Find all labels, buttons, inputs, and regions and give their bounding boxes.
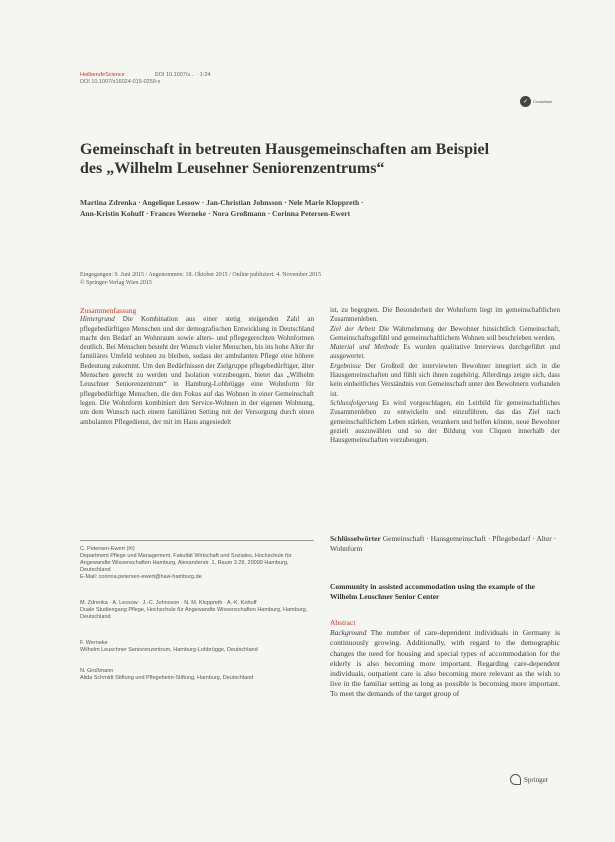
paragraph-text: Der Großteil der interviewten Bewohner integriert sich in die Hausgemeinschaften und fühlt sich ihnen zugehörig. Allerdings zeigte sich, dass kein einheitliches Verständnis von Gemeinschaft unter den Bewohnern vorhanden ist. (330, 361, 560, 398)
crossmark-label: CrossMark (533, 99, 553, 104)
publication-dates: Eingegangen: 9. Juni 2015 / Angenommen: 18. Oktober 2015 / Online publiziert: 4. November 2015 © Springer-Verlag Wien 2015 (80, 272, 322, 286)
paragraph-label: Ziel der Arbeit (330, 324, 376, 333)
abstract-english (330, 618, 560, 700)
paragraph-text: Es wird vorgeschlagen, ein Leitbild für gemeinschaftliches Zusammenleben zu entwickeln und einzuführen, das das Ziel nach gemeinschaftlichem Leben stärken, verankern und helfen könnte, neue Bewohner gezielt auszuwählen und so der Bildung von Cliquen innerhalb der Hausgemeinschaften vorzubeugen. (330, 398, 561, 445)
paragraph-label: Hintergrund (80, 315, 115, 324)
crossmark-badge[interactable] (520, 96, 552, 107)
affiliation: M. Zdrenka · A. Lessow · J.-C. Johnsson · N. M. Kloppreth · A.-K. Kohuff Duale Studiengang Pflege, Hochschule für Angewandte Wissenschaften Hamburg, Hamburg, Deutschland (80, 600, 308, 620)
springer-horse-icon (510, 774, 521, 785)
paragraph-text: ist, zu begegnen. Die Besonderheit der Wohnform liegt im gemeinschaftlichen Zusammenleben. (330, 306, 560, 324)
paragraph-text: Die Kombination aus einer stetig steigenden Zahl an pflegebedürftigen Menschen und der demografischen Entwicklung in Deutschland macht den Bedarf an Wohnraum sowie alters- und pflegegerechten Wohnformen deutlich. Bei Menschen besteht der Wunsch vieler Menschen, bis ins hohe Alter ihr familiäres Umfeld wohnen zu bleiben, sodass der ambulanten Pflege eine höhere Bedeutung zukommt. Um den Bedürfnissen der Zielgruppe pflegebedürftiger, älter Menschen gerecht zu werden und Isolation vorzubeugen, bietet das „Wilhelm Leuschner Seniorenzentrum“ in Hamburg-Lohbrügge eine Wohnform für pflegebedürftige Menschen, die den Fokus auf das Wohnen in einer Gemeinschaft legen. Die Wohnform kombiniert den Service-Wohnen in der eigenen Wohnung, um dem Wunsch nach einem familiären Setting mit der Versorgung durch einen ambulanten Pflegedienst, der mit im Haus angesiedelt (80, 315, 315, 426)
keywords-label: Schlüsselwörter (330, 534, 381, 543)
author-list: Martina Zdrenka · Angelique Lessow · Jan-Christian Johnsson · Nele Marie Kloppreth · Ann-Kristin Kohuff · Frances Werneke · Nora Großmann · Corinna Petersen-Ewert (80, 198, 364, 218)
journal-name: HeilberufeScience (80, 72, 125, 78)
abstract-german (80, 306, 314, 427)
keywords-text: Gemeinschaft · Hausgemeinschaft · Pflegebedarf · Alter · Wohnform (330, 534, 557, 553)
page-info: DOI 10.1007/s... · 1-24 (154, 72, 211, 78)
article-title: Gemeinschaft in betreuten Hausgemeinschaften am Beispiel des „Wilhelm Leusehner Seniorenzentrums“ (80, 141, 490, 177)
affiliation-corresponding: C. Petersen-Ewert (✉) Department Pflege und Management, Fakultät Wirtschaft und Soziales, Hochschule für Angewandte Wissenschaften Hamburg, Alexanderstr. 1, Raum 3.29, 20099 Hamburg, Deutschland E-Mail: corinna.petersen-ewert@haw-hamburg.de (80, 546, 292, 580)
affiliation: N. Großmann Alida Schmidt Stiftung und Pflegeheim-Stiftung, Hamburg, Deutschland (80, 668, 254, 681)
paragraph-text: Die Wahrnehmung der Bewohner hinsichtlich Gemeinschaft, Gemeinschaftsgefühl und gemeinschaftlichem Wohnen soll beschrieben werden. (330, 324, 561, 342)
paragraph-label: Material und Methode (330, 343, 399, 352)
affiliation-divider (80, 540, 314, 541)
publisher-name: Springer (524, 775, 549, 784)
article-header (80, 72, 211, 86)
doi: DOI 10.1007/s16024-015-0259-x (80, 79, 161, 85)
paragraph-label: Ergebnisse (330, 361, 361, 370)
section-heading: Zusammenfassung (80, 306, 137, 315)
section-heading: Abstract (330, 618, 356, 627)
abstract-german-continued (330, 306, 560, 445)
keywords (330, 534, 560, 554)
publisher-logo (510, 774, 548, 785)
paragraph-text: The number of care-dependent individuals in Germany is continuously growing. Additionally, with regard to the demographic changes the need for housing and special types of accommodation for the elderly is also becoming more important. Regarding care-dependent individuals, outpatient care is also becoming more relevant as the wish to live in the familiar setting as long as possible is becoming more important. To meet the demands of the target group of (330, 628, 560, 699)
affiliation: F. Werneke Wilhelm Leuschner Seniorenzentrum, Hamburg-Lohbrügge, Deutschland (80, 640, 258, 653)
english-title: Community in assisted accommodation using the example of the Wilhelm Leuschner Senior Center (330, 582, 536, 601)
paragraph-label: Schlussfolgerung (330, 398, 379, 407)
crossmark-icon: ✓ (520, 96, 531, 107)
paragraph-label: Background (330, 628, 367, 638)
paragraph-text: Es wurden qualitative Interviews durchgeführt und ausgewertet. (330, 343, 560, 361)
